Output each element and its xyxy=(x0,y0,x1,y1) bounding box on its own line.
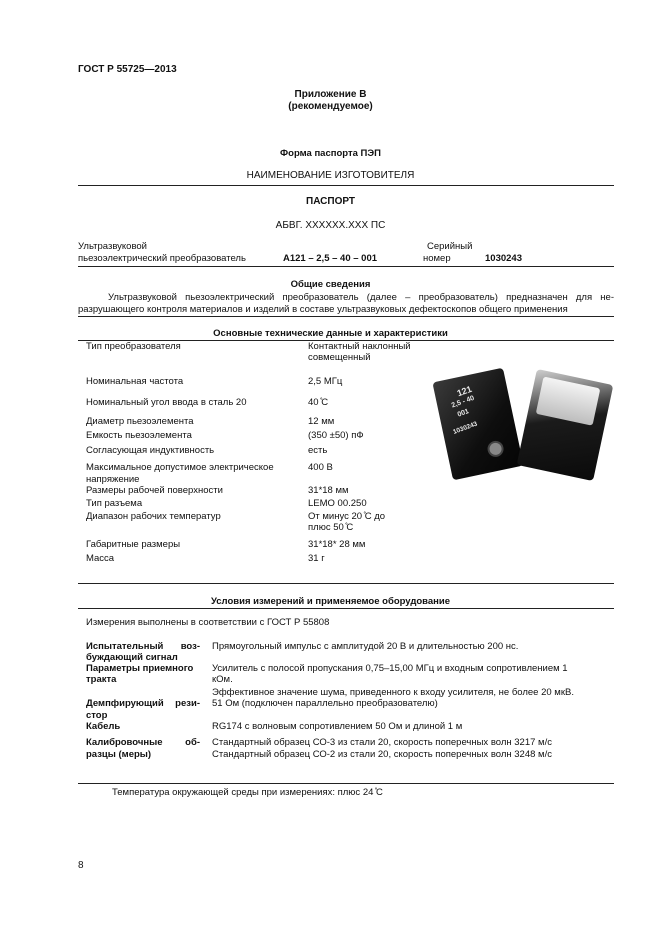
condition-value: Прямоугольный импульс с амплитудой 20 В и длительностью 200 нс. xyxy=(212,641,519,652)
general-text-line2: разрушающего контроля материалов и изделий в составе ультразвуковых дефектоскопов общего применения xyxy=(78,304,568,315)
divider xyxy=(78,608,614,609)
page-number: 8 xyxy=(78,860,84,871)
passport-code: АБВГ. XXXXXX.XXX ПС xyxy=(275,220,386,231)
conditions-intro: Измерения выполнены в соответствии с ГОСТ Р 55808 xyxy=(86,617,330,628)
connector-icon xyxy=(486,439,505,458)
product-photo xyxy=(436,370,616,488)
probe-back xyxy=(517,369,614,481)
serial-label-1: Серийный xyxy=(427,241,473,252)
divider xyxy=(78,266,614,267)
device-model: А121 – 2,5 – 40 – 001 xyxy=(283,253,378,264)
probe-label-4: 1030243 xyxy=(452,420,479,436)
spec-label: Номинальная частота xyxy=(86,376,184,387)
divider xyxy=(78,316,614,317)
condition-label: стор xyxy=(86,710,108,721)
spec-value: 31*18 мм xyxy=(308,485,349,496)
probe-label-1: 121 xyxy=(455,383,474,399)
condition-value: Стандартный образец СО-3 из стали 20, скорость поперечных волн 3217 м/с xyxy=(212,737,552,748)
general-text-line1: Ультразвуковой пьезоэлектрический преобразователь (далее – преобразователь) предназначен для не- xyxy=(108,292,614,303)
conditions-title: Условия измерений и применяемое оборудование xyxy=(210,596,451,607)
condition-label: Демпфирующий рези- xyxy=(86,698,200,709)
appendix-subtitle: (рекомендуемое) xyxy=(288,101,373,112)
spec-label: Тип преобразователя xyxy=(86,341,181,352)
probe-face xyxy=(536,376,601,425)
spec-value: Контактный наклонный xyxy=(308,341,411,352)
condition-value: 51 Ом (подключен параллельно преобразователю) xyxy=(212,698,438,709)
spec-label: Масса xyxy=(86,553,115,564)
condition-value: кОм. xyxy=(212,674,233,685)
general-title: Общие сведения xyxy=(290,279,371,290)
appendix-title: Приложение В xyxy=(294,89,367,100)
condition-value: RG174 с волновым сопротивлением 50 Ом и длиной 1 м xyxy=(212,721,463,732)
condition-label: Параметры приемного xyxy=(86,663,194,674)
condition-label: буждающий сигнал xyxy=(86,652,178,663)
spec-label: Согласующая индуктивность xyxy=(86,445,215,456)
condition-value: Усилитель с полосой пропускания 0,75–15,00 МГц и входным сопротивлением 1 xyxy=(212,663,568,674)
device-type-line2: пьезоэлектрический преобразователь xyxy=(78,253,246,264)
spec-value: есть xyxy=(308,445,328,456)
condition-label: Кабель xyxy=(86,721,121,732)
divider xyxy=(78,783,614,784)
measurement-temperature: Температура окружающей среды при измерениях: плюс 24 ̊С xyxy=(112,787,383,798)
passport-title: ПАСПОРТ xyxy=(306,196,355,207)
condition-label: Калибровочные об- xyxy=(86,737,200,748)
probe-front xyxy=(432,368,523,481)
spec-value: LEMO 00.250 xyxy=(308,498,367,509)
probe-label-3: 001 xyxy=(456,408,470,419)
condition-value: Эффективное значение шума, приведенного к входу усилителя, не более 20 мкВ. xyxy=(212,687,574,698)
spec-label: напряжение xyxy=(86,474,140,485)
serial-label-2: номер xyxy=(423,253,451,264)
spec-value: 31 г xyxy=(308,553,325,564)
spec-label: Номинальный угол ввода в сталь 20 xyxy=(86,397,247,408)
spec-value: 31*18* 28 мм xyxy=(308,539,366,550)
spec-value: плюс 50 ̊С xyxy=(308,522,354,533)
condition-label: Испытательный воз- xyxy=(86,641,200,652)
condition-label: тракта xyxy=(86,674,117,685)
spec-label: Емкость пьезоэлемента xyxy=(86,430,192,441)
spec-value: совмещенный xyxy=(308,352,371,363)
spec-value: (350 ±50) пФ xyxy=(308,430,364,441)
spec-value: 12 мм xyxy=(308,416,335,427)
condition-value: Стандартный образец СО-2 из стали 20, скорость поперечных волн 3248 м/с xyxy=(212,749,552,760)
divider xyxy=(78,583,614,584)
probe-label-2: 2,5 - 40 xyxy=(450,394,476,410)
device-type-line1: Ультразвуковой xyxy=(78,241,147,252)
spec-value: 2,5 МГц xyxy=(308,376,343,387)
spec-label: Тип разъема xyxy=(86,498,143,509)
spec-label: Диапазон рабочих температур xyxy=(86,511,221,522)
spec-value: От минус 20 ̊С до xyxy=(308,511,386,522)
document-header: ГОСТ Р 55725—2013 xyxy=(78,64,177,75)
spec-value: 40 ̊С xyxy=(308,397,329,408)
form-title: Форма паспорта ПЭП xyxy=(280,148,381,159)
spec-label: Габаритные размеры xyxy=(86,539,181,550)
divider xyxy=(78,185,614,186)
manufacturer-name: НАИМЕНОВАНИЕ ИЗГОТОВИТЕЛЯ xyxy=(246,170,415,181)
serial-value: 1030243 xyxy=(485,253,522,264)
spec-label: Максимальное допустимое электрическое xyxy=(86,462,274,473)
spec-value: 400 В xyxy=(308,462,333,473)
condition-label: разцы (меры) xyxy=(86,749,152,760)
specs-title: Основные технические данные и характеристики xyxy=(213,328,448,339)
spec-label: Диаметр пьезоэлемента xyxy=(86,416,194,427)
spec-label: Размеры рабочей поверхности xyxy=(86,485,223,496)
